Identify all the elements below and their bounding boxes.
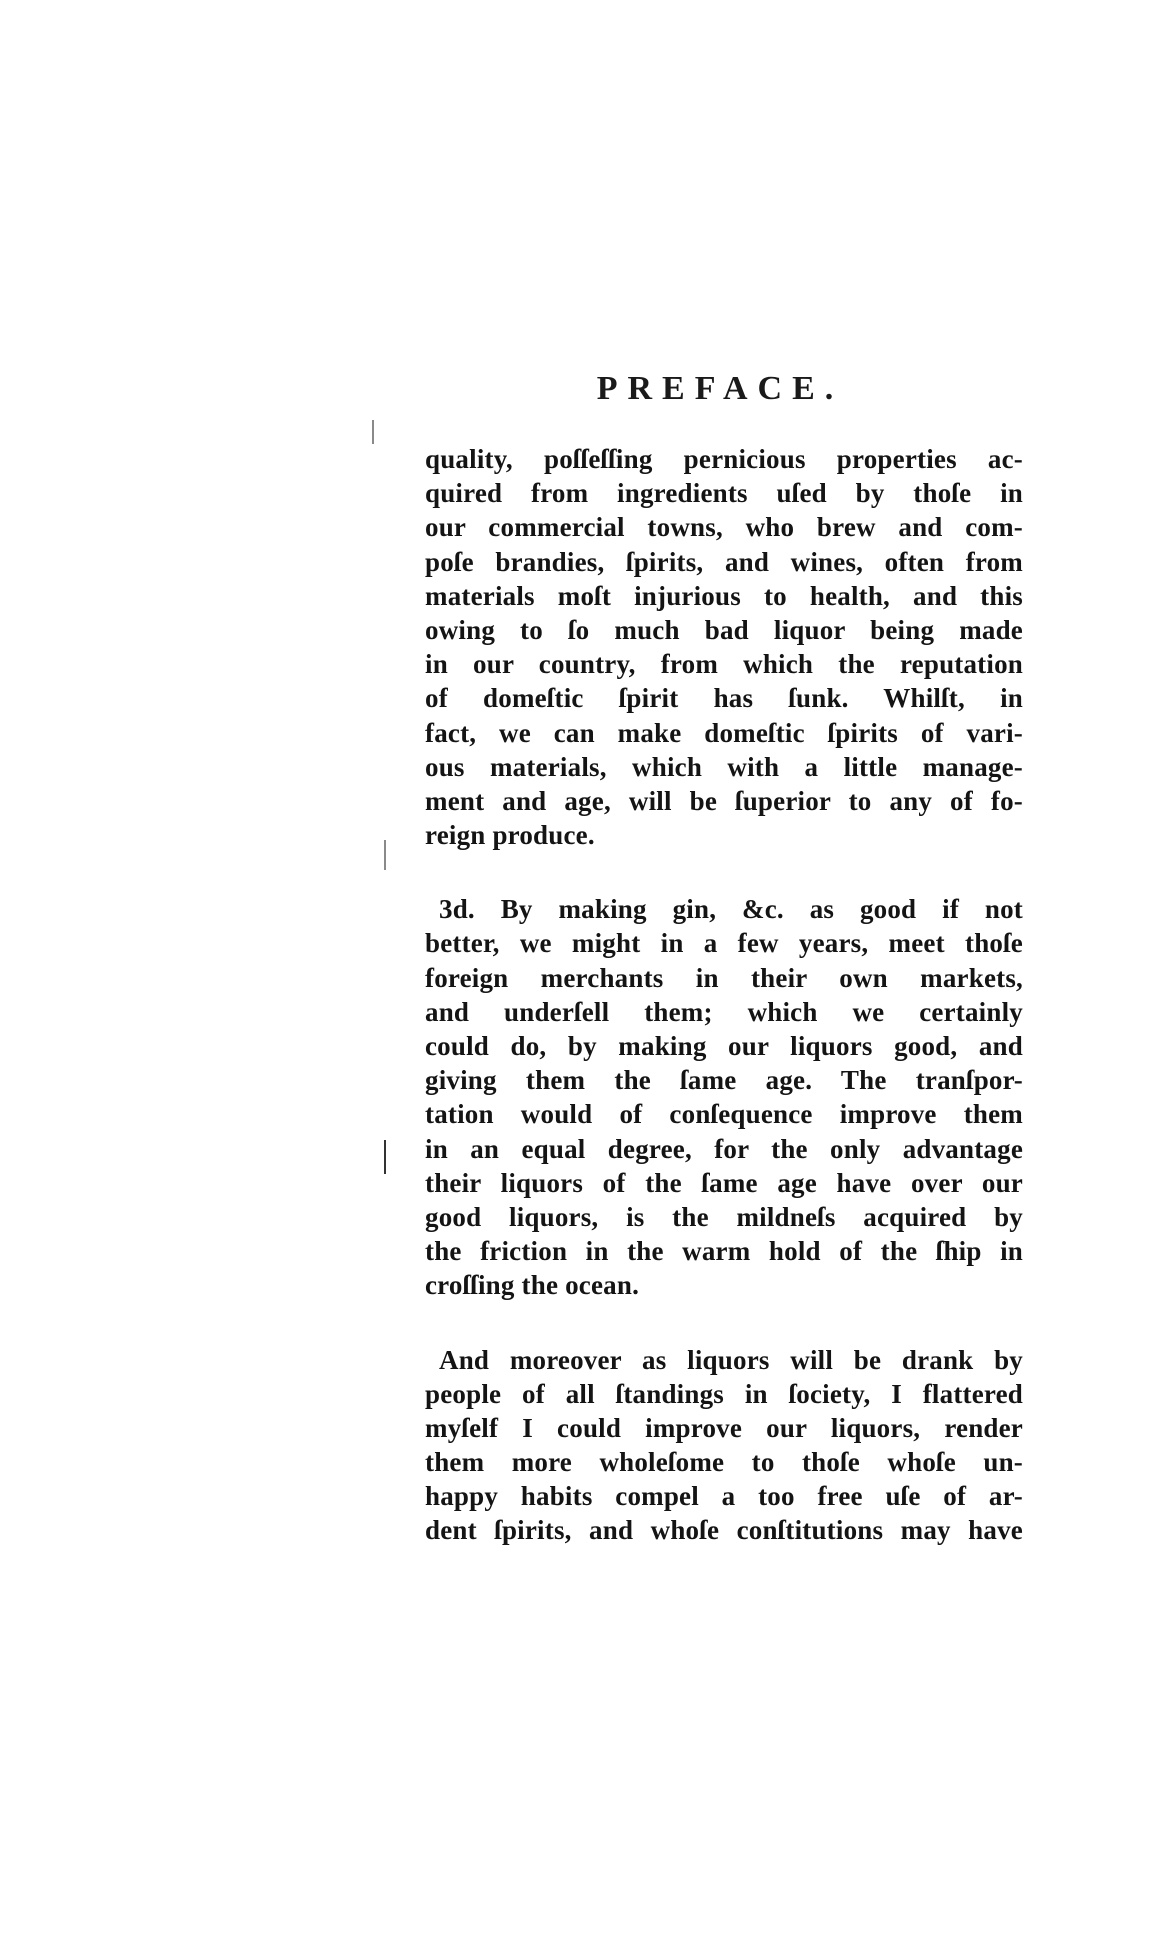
text-line: the friction in the warm hold of the ſhip in (425, 1236, 1023, 1267)
gutter-mark-2 (384, 840, 386, 870)
text-line: owing to ſo much bad liquor being made (425, 614, 1023, 645)
text-line: quality, poſſeſſing pernicious properties ac- (425, 444, 1023, 474)
text-line: fact, we can make domeſtic ſpirits of vari- (425, 717, 1023, 748)
text-line: them more wholeſome to thoſe whoſe un- (425, 1447, 1023, 1478)
paragraph-3 (425, 1343, 1023, 1548)
text-line: foreign merchants in their own markets, (425, 962, 1023, 993)
text-line: and underſell them; which we certainly (425, 996, 1023, 1027)
text-line: And moreover as liquors will be drank by (439, 1344, 1023, 1375)
text-line: ment and age, will be ſuperior to any of fo- (425, 785, 1023, 816)
text-line: in our country, from which the reputation (425, 649, 1023, 680)
text-line: in an equal degree, for the only advantage (425, 1133, 1023, 1164)
text-line: tation would of conſequence improve them (425, 1099, 1023, 1130)
paragraph-2 (425, 892, 1023, 1302)
text-line: happy habits compel a too free uſe of ar- (425, 1481, 1023, 1512)
text-line: 3d. By making gin, &c. as good if not (439, 894, 1023, 925)
body-text (425, 442, 1023, 1588)
text-line: our commercial towns, who brew and com- (425, 512, 1023, 543)
text-line: poſe brandies, ſpirits, and wines, often from (425, 546, 1023, 577)
text-line: quired from ingredients uſed by thoſe in (425, 478, 1023, 509)
text-line: better, we might in a few years, meet thoſe (425, 928, 1023, 959)
text-line: good liquors, is the mildneſs acquired by (425, 1201, 1023, 1232)
text-line: of domeſtic ſpirit has ſunk. Whilſt, in (425, 683, 1023, 714)
text-line: dent ſpirits, and whoſe conſtitutions may have (425, 1515, 1023, 1546)
text-line: people of all ſtandings in ſociety, I flattered (425, 1378, 1023, 1409)
text-line: materials moſt injurious to health, and this (425, 580, 1023, 611)
gutter-mark-1 (372, 420, 374, 444)
gutter-mark-3 (384, 1140, 386, 1174)
text-line: reign produce. (425, 820, 595, 851)
text-line: myſelf I could improve our liquors, render (425, 1412, 1023, 1443)
text-line: their liquors of the ſame age have over our (425, 1167, 1023, 1198)
paragraph-1 (425, 442, 1023, 852)
text-line: ous materials, which with a little manage- (425, 751, 1023, 782)
text-line: giving them the ſame age. The tranſpor- (425, 1065, 1023, 1096)
text-line: could do, by making our liquors good, and (425, 1031, 1023, 1061)
text-line: croſſing the ocean. (425, 1270, 640, 1301)
running-head: PREFACE. (596, 370, 844, 407)
